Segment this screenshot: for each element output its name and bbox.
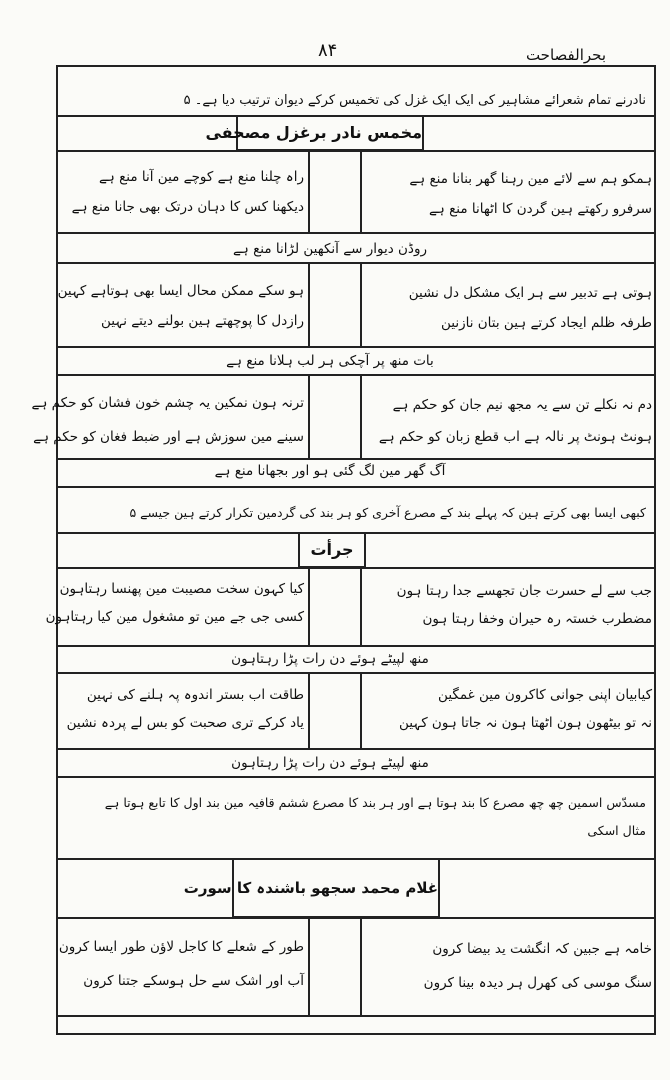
column-divider	[308, 917, 310, 1015]
refrain-line: روڈن دیوار سے آنکھین لڑانا منع ہے	[233, 241, 427, 257]
column-divider	[360, 917, 362, 1015]
refrain-line: بات منھ پر آچکی ہر لب ہلانا منع ہے	[226, 353, 434, 369]
verse-line: خامہ ہے جبین کہ انگشت ید بیضا کرون	[432, 941, 652, 957]
verse-line: کیا کہون سخت مصیبت مین پھنسا رہتاہون	[59, 581, 304, 597]
column-divider	[360, 672, 362, 748]
verse-line: دم نہ نکلے تن سے یہ مجھ نیم جان کو حکم ہے	[392, 397, 652, 413]
divider	[56, 917, 656, 919]
verse-line: ہوتی ہے تدبیر سے ہر ایک مشکل دل نشین	[408, 285, 652, 301]
verse-line: ہو سکے ممکن محال ایسا بھی ہوتاہے کہین	[57, 283, 304, 299]
verse-line: کیابیان اپنی جوانی کاکرون مین غمگین	[438, 687, 652, 703]
page-number: ۸۴	[318, 40, 338, 61]
refrain-line: آگ گھر مین لگ گئی ہو اور بجھانا منع ہے	[214, 463, 446, 479]
verse-line: رازدل کا پوچھتے ہین بولنے دیتے نہین	[100, 313, 304, 329]
section3-heading: غلام محمد سجھو باشندہ کا سورت	[232, 858, 440, 918]
verse-line: راہ چلنا منع ہے کوچے مین آنا منع ہے	[99, 169, 304, 185]
column-divider	[308, 672, 310, 748]
verse-line: ہونٹ ہونٹ پر نالہ ہے اب قطع زبان کو حکم ہے	[378, 429, 652, 445]
intro-line: نادرنے تمام شعرائے مشاہیر کی ایک ایک غزل کی تخمیس کرکے دیوان ترتیب دیا ہے۔ ۵	[183, 93, 646, 108]
verse-line: سرفرو رکھتے ہین گردن کا اٹھانا منع ہے	[428, 201, 652, 217]
refrain-line: منھ لپیٹے ہوئے دن رات پڑا رہتاہون	[231, 651, 429, 667]
verse-line: طاقت اب بستر اندوہ پہ ہلنے کی نہین	[86, 687, 304, 703]
divider	[56, 1015, 656, 1017]
column-divider	[360, 150, 362, 232]
verse-line: یاد کرکے تری صحبت کو بس لے پردہ نشین	[66, 715, 304, 731]
verse-line: طرفہ ظلم ایجاد کرتے ہین بتان نازنین	[440, 315, 652, 331]
verse-line: سینے مین سوزش ہے اور ضبط فغان کو حکم ہے	[33, 429, 304, 445]
divider	[56, 486, 656, 488]
verse-line: مضطرب خستہ رہ حیران وخفا رہتا ہون	[422, 611, 652, 627]
section2-heading: جرأت	[298, 532, 366, 568]
verse-line: دیکھنا کس کا دہان درتک بھی جانا منع ہے	[71, 199, 304, 215]
column-divider	[360, 374, 362, 458]
column-divider	[308, 262, 310, 346]
column-divider	[360, 567, 362, 645]
verse-line: آب اور اشک سے حل ہوسکے جتنا کرون	[83, 973, 304, 989]
divider	[56, 776, 656, 778]
column-divider	[308, 374, 310, 458]
divider	[56, 645, 656, 647]
verse-line: ترنہ ہون نمکین یہ چشم خون فشان کو حکم ہے	[31, 395, 304, 411]
musaddas-note-line: مسدّس اسمین چھ چھ مصرع کا بند ہوتا ہے اور ہر بند کا مصرع ششم قافیہ مین بند اول کا تابع ہوتا ہے	[104, 795, 646, 810]
verse-line: ہمکو ہم سے لائے مین رہنا گھر بنانا منع ہے	[409, 171, 652, 187]
divider	[56, 567, 656, 569]
column-divider	[308, 150, 310, 232]
section1-heading: مخمس نادر برغزل مصحفی	[236, 115, 424, 151]
verse-line: جب سے لے حسرت جان تجھسے جدا رہتا ہون	[396, 583, 652, 599]
divider	[56, 374, 656, 376]
verse-line: نہ تو بیٹھون ہون اٹھتا ہون نہ جاتا ہون کہین	[398, 715, 652, 731]
divider	[56, 458, 656, 460]
verse-line: سنگ موسی کی کھرل ہر دیدہ بینا کرون	[423, 975, 652, 991]
column-divider	[308, 567, 310, 645]
mid-note: کبھی ایسا بھی کرتے ہین کہ پہلے بند کے مصرع آخری کو ہر بند کی گردمین تکرار کرتے ہین جیسے ۵	[129, 505, 646, 520]
running-header-title: بحرالفصاحت	[525, 46, 606, 64]
verse-line: طور کے شعلے کا کاجل لاؤن طور ایسا کرون	[58, 939, 304, 955]
divider	[56, 346, 656, 348]
divider	[56, 262, 656, 264]
divider	[56, 748, 656, 750]
verse-line: کسی جی جے مین تو مشغول مین کیا رہتاہون	[45, 609, 304, 625]
refrain-line: منھ لپیٹے ہوئے دن رات پڑا رہتاہون	[231, 755, 429, 771]
divider	[56, 672, 656, 674]
column-divider	[360, 262, 362, 346]
musaddas-note-example: مثال اسکی	[587, 823, 646, 838]
divider	[56, 150, 656, 152]
divider	[56, 232, 656, 234]
